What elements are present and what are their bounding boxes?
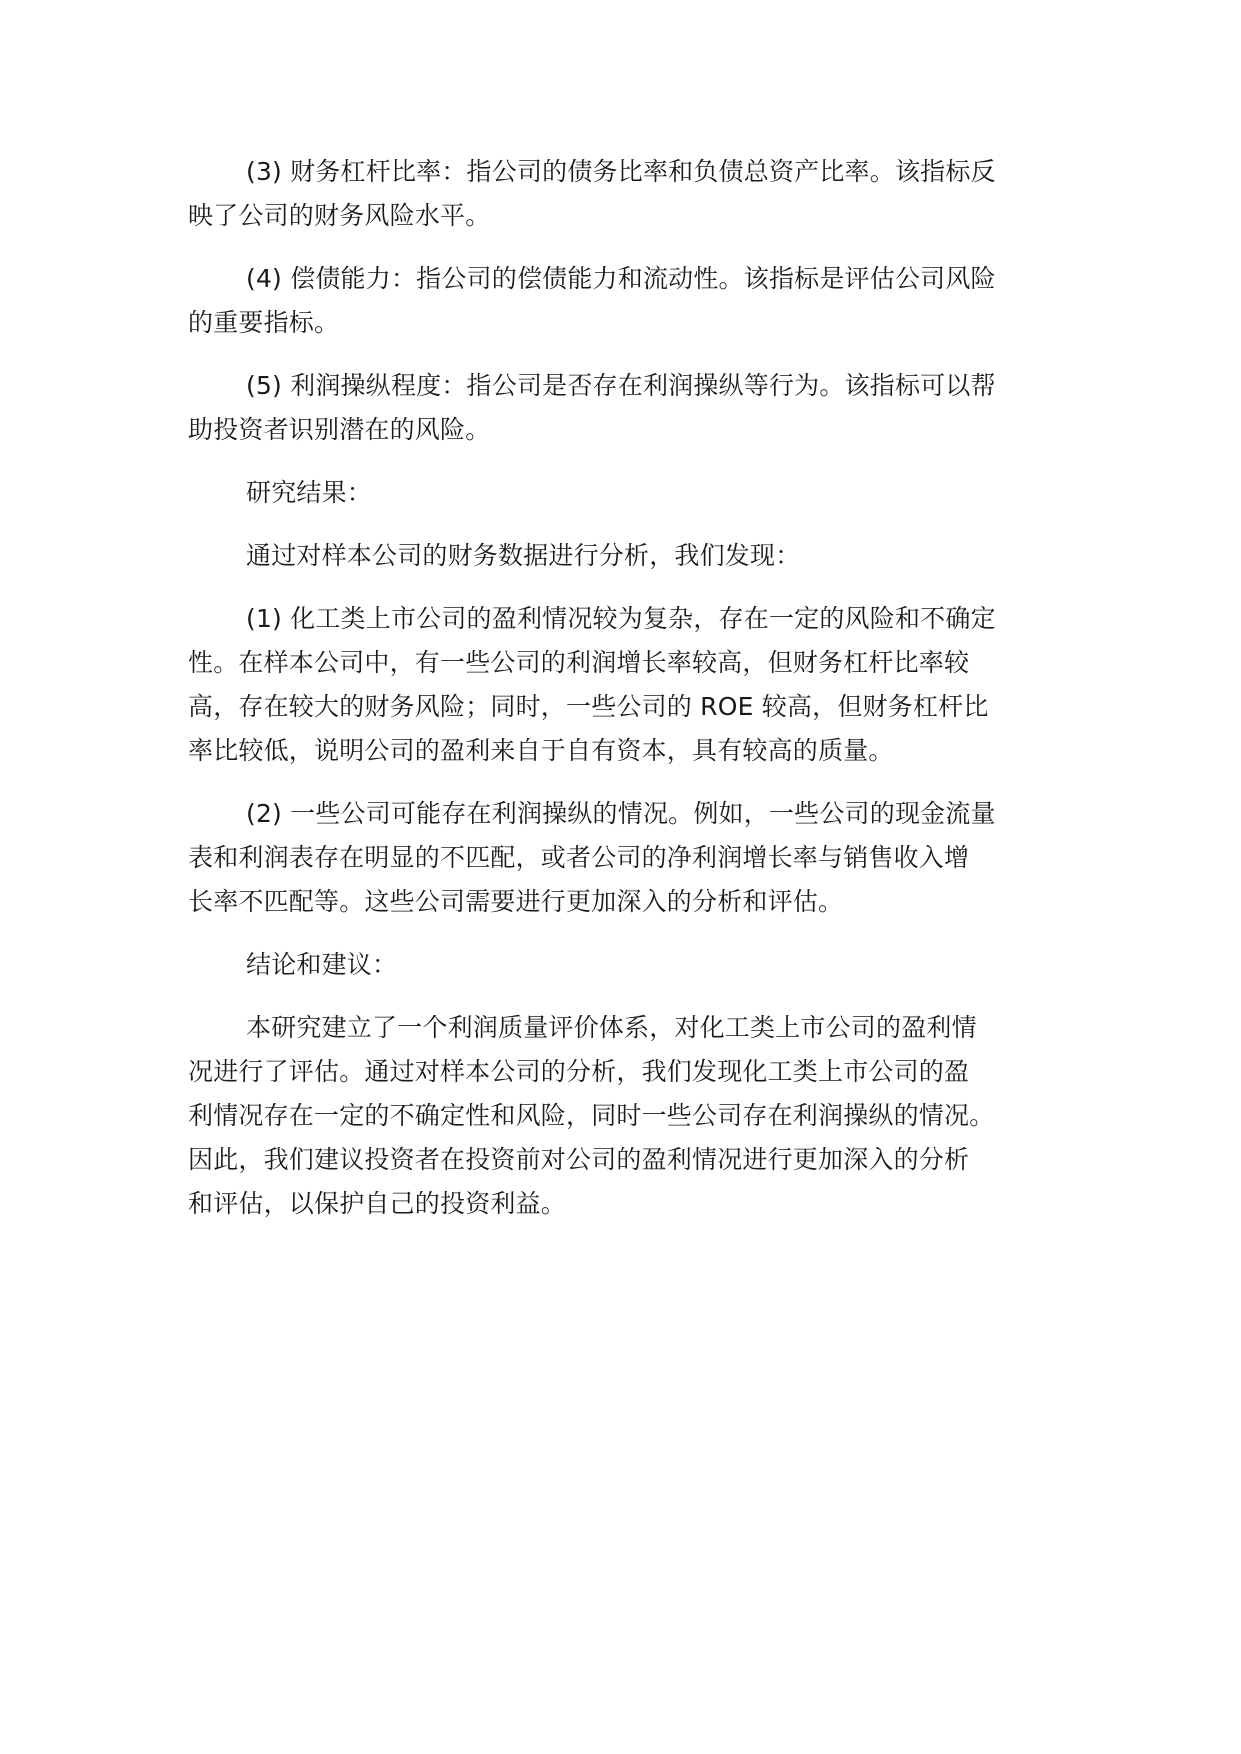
text-line: 性。在样本公司中，有一些公司的利润增长率较高，但财务杠杆比率较 [188, 648, 970, 677]
text-line: 利情况存在一定的不确定性和风险，同时一些公司存在利润操纵的情况。 [188, 1101, 995, 1130]
text-line: 率比较低，说明公司的盈利来自于自有资本，具有较高的质量。 [188, 736, 894, 765]
text-line: (5) 利润操纵程度：指公司是否存在利润操纵等行为。该指标可以帮 [246, 371, 996, 400]
text-line: 况进行了评估。通过对样本公司的分析，我们发现化工类上市公司的盈 [188, 1057, 970, 1086]
text-line: 助投资者识别潜在的风险。 [188, 415, 491, 444]
heading-research-results [188, 471, 1068, 515]
text-line: 和评估，以保护自己的投资利益。 [188, 1189, 567, 1218]
paragraph-finding-1 [188, 597, 1068, 773]
text-line: (1) 化工类上市公司的盈利情况较为复杂，存在一定的风险和不确定 [246, 604, 996, 633]
text-line: (2) 一些公司可能存在利润操纵的情况。例如，一些公司的现金流量 [246, 799, 996, 828]
text-line: 本研究建立了一个利润质量评价体系，对化工类上市公司的盈利情 [246, 1013, 977, 1042]
text-line: 长率不匹配等。这些公司需要进行更加深入的分析和评估。 [188, 887, 844, 916]
paragraph-financial-leverage [188, 150, 1068, 238]
heading-conclusions [188, 943, 1068, 987]
text-line: 通过对样本公司的财务数据进行分析，我们发现： [246, 541, 801, 570]
text-line: 因此，我们建议投资者在投资前对公司的盈利情况进行更加深入的分析 [188, 1145, 970, 1174]
text-line: 表和利润表存在明显的不匹配，或者公司的净利润增长率与销售收入增 [188, 843, 970, 872]
text-line: (4) 偿债能力：指公司的偿债能力和流动性。该指标是评估公司风险 [246, 264, 996, 293]
text-line: 研究结果： [246, 478, 373, 507]
paragraph-findings-intro [188, 534, 1068, 578]
text-line: 结论和建议： [246, 950, 398, 979]
text-line: 的重要指标。 [188, 308, 340, 337]
text-line: (3) 财务杠杆比率：指公司的债务比率和负债总资产比率。该指标反 [246, 157, 996, 186]
text-line: 高，存在较大的财务风险；同时，一些公司的 ROE 较高，但财务杠杆比 [188, 692, 989, 721]
paragraph-solvency [188, 257, 1068, 345]
paragraph-finding-2 [188, 792, 1068, 924]
paragraph-conclusion [188, 1006, 1068, 1226]
text-line: 映了公司的财务风险水平。 [188, 201, 491, 230]
paragraph-profit-manipulation [188, 364, 1068, 452]
document-body [188, 150, 1068, 1245]
